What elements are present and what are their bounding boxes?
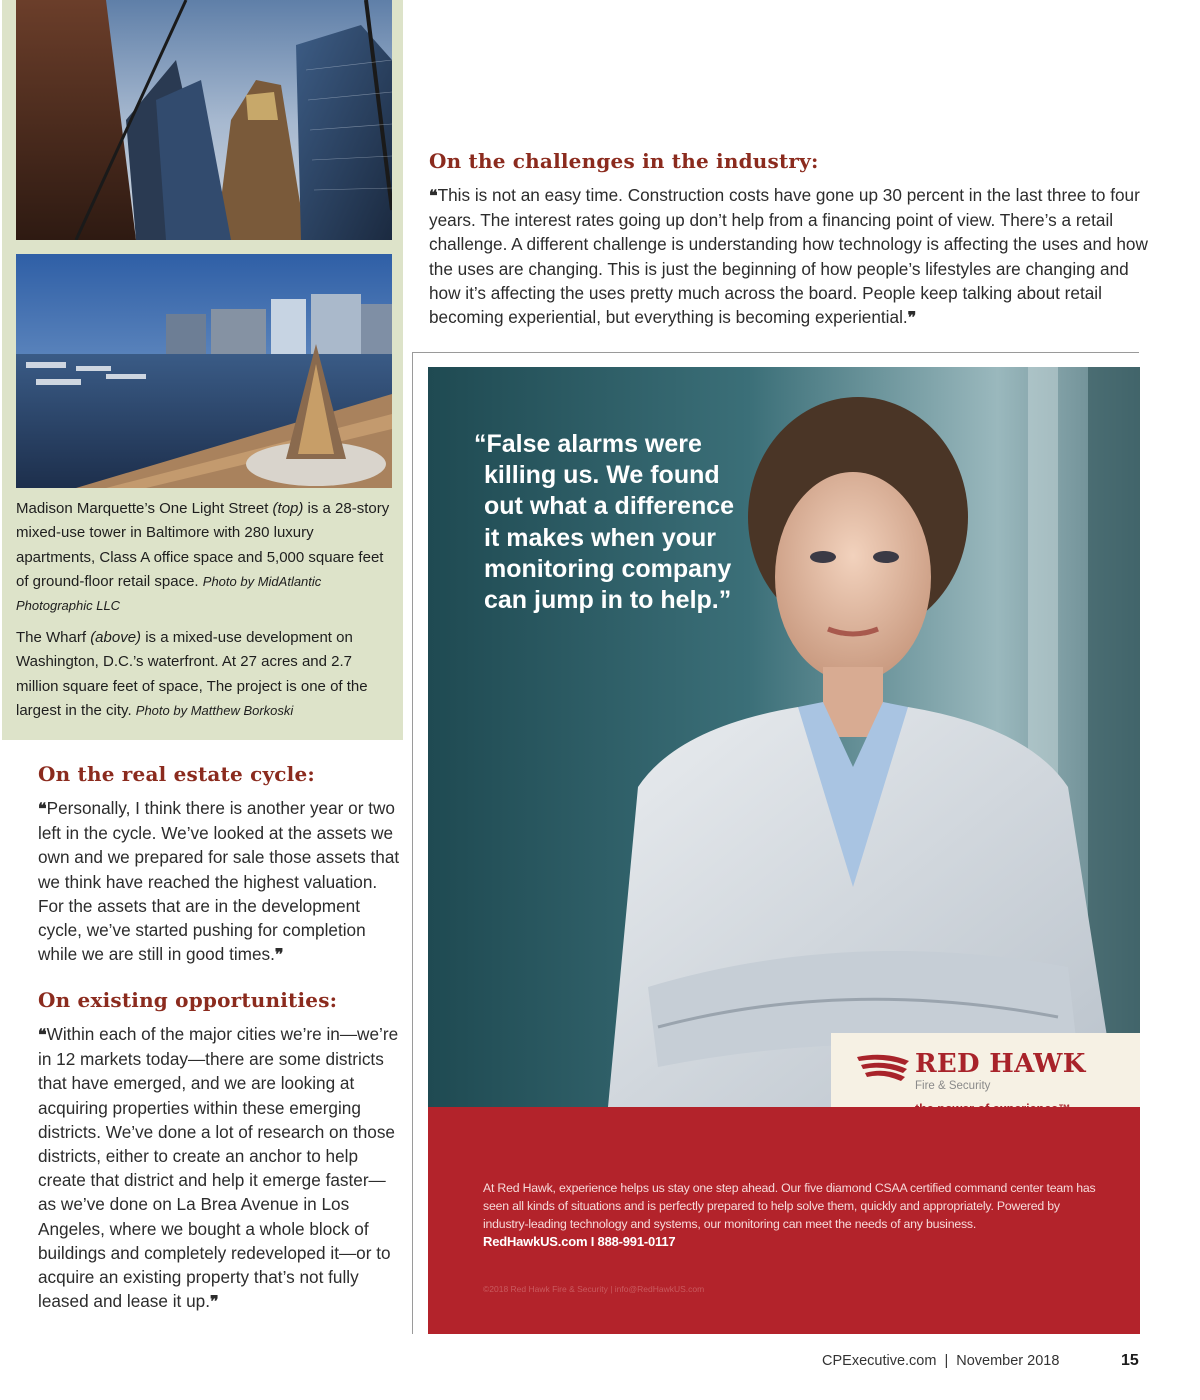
paragraph-text: Within each of the major cities we’re in—we’re in 12 markets today—there are some districts that have emerged, and we are looking at acquiring properties within these emerging districts. We’ve done a lot of research on those districts, either to create an anchor to help create that district and help it emerge faster—as we’ve done on La Brea Avenue in Los Angeles, where we bought a whole block of buildings and completely redeveloped it—or to acquire an existing property that’s not fully leased and lease it up. bbox=[38, 1024, 399, 1312]
ad-body-text: At Red Hawk, experience helps us stay one step ahead. Our five diamond CSAA certified command center team has seen all kinds of situations and is perfectly prepared to help solve them, quickly and appropriately. Powered by industry-leading technology and systems, our monitoring can meet the needs of any business. bbox=[483, 1181, 1096, 1231]
ad-fine-print: ©2018 Red Hawk Fire & Security | info@RedHawkUS.com bbox=[483, 1284, 705, 1294]
heading-real-estate-cycle: On the real estate cycle: bbox=[38, 762, 315, 786]
caption-text: The Wharf bbox=[16, 629, 91, 646]
footer-separator: | bbox=[944, 1353, 949, 1369]
footer-site: CPExecutive.com bbox=[822, 1353, 937, 1369]
close-quote-icon: ❞ bbox=[274, 945, 284, 965]
caption-emphasis: (top) bbox=[272, 500, 304, 517]
heading-challenges: On the challenges in the industry: bbox=[429, 149, 819, 173]
page-number: 15 bbox=[1121, 1352, 1139, 1369]
paragraph-existing-opportunities bbox=[38, 1022, 400, 1314]
close-quote-icon: ❞ bbox=[210, 1292, 219, 1312]
photo-credit: Photo by MidAtlantic Photographic LLC bbox=[16, 573, 322, 614]
red-hawk-wing-icon bbox=[855, 1051, 911, 1085]
ad-body-copy bbox=[483, 1179, 1103, 1251]
caption-wharf bbox=[16, 626, 392, 723]
wharf-photo bbox=[16, 254, 392, 488]
ad-border-top bbox=[412, 352, 1139, 353]
photo-sidebar bbox=[2, 0, 403, 740]
page-footer bbox=[822, 1353, 1059, 1369]
one-light-street-photo bbox=[16, 0, 392, 240]
open-quote-icon: ❝ bbox=[429, 186, 438, 205]
caption-text: is a mixed-use development on Washington, D.C.’s waterfront. At 27 acres and 2.7 million square feet of space, The project is one of the largest in the city. bbox=[16, 629, 368, 719]
ad-contact-line: RedHawkUS.com I 888-991-0117 bbox=[483, 1234, 676, 1249]
photo-credit: Photo by Matthew Borkoski bbox=[135, 702, 294, 718]
caption-text: Madison Marquette’s One Light Street bbox=[16, 500, 273, 517]
caption-text: is a 28-story mixed-use tower in Baltimore with 280 luxury apartments, Class A office space and 5,000 square feet of ground-floor retail space. bbox=[16, 500, 390, 590]
paragraph-real-estate-cycle bbox=[38, 796, 400, 967]
open-quote-icon: ❝ bbox=[38, 1025, 47, 1044]
red-hawk-logo-name: RED HAWK bbox=[915, 1049, 1086, 1079]
ad-testimonial-quote: “False alarms were killing us. We found out what a difference it makes when your monitoring company can jump in to help.” bbox=[474, 430, 735, 615]
open-quote-icon: ❝ bbox=[38, 799, 47, 818]
paragraph-text: This is not an easy time. Construction costs have gone up 30 percent in the last three to four years. The interest rates going up don’t help from a financing point of view. There’s a retail challenge. A different challenge is understanding how technology is affecting the uses and how the uses are changing. This is just the beginning of how people’s lifestyles are changing and how it’s affecting the uses pretty much across the board. People keep talking about retail becoming experiential, but everything is becoming experiential. bbox=[429, 185, 1148, 328]
heading-existing-opportunities: On existing opportunities: bbox=[38, 988, 338, 1012]
paragraph-text: Personally, I think there is another year or two left in the cycle. We’ve looked at the assets we own and we prepared for sale those assets that we think have reached the highest valuation. For the assets that are in the development cycle, we’ve started pushing for completion while we are still in good times. bbox=[38, 798, 400, 965]
red-hawk-logo-subtitle: Fire & Security bbox=[915, 1080, 991, 1092]
caption-emphasis: (above) bbox=[90, 629, 142, 646]
paragraph-challenges bbox=[429, 183, 1149, 330]
caption-one-light-street bbox=[16, 497, 392, 618]
footer-date: November 2018 bbox=[956, 1353, 1060, 1369]
ad-border-left bbox=[412, 352, 413, 1334]
close-quote-icon: ❞ bbox=[907, 308, 917, 328]
